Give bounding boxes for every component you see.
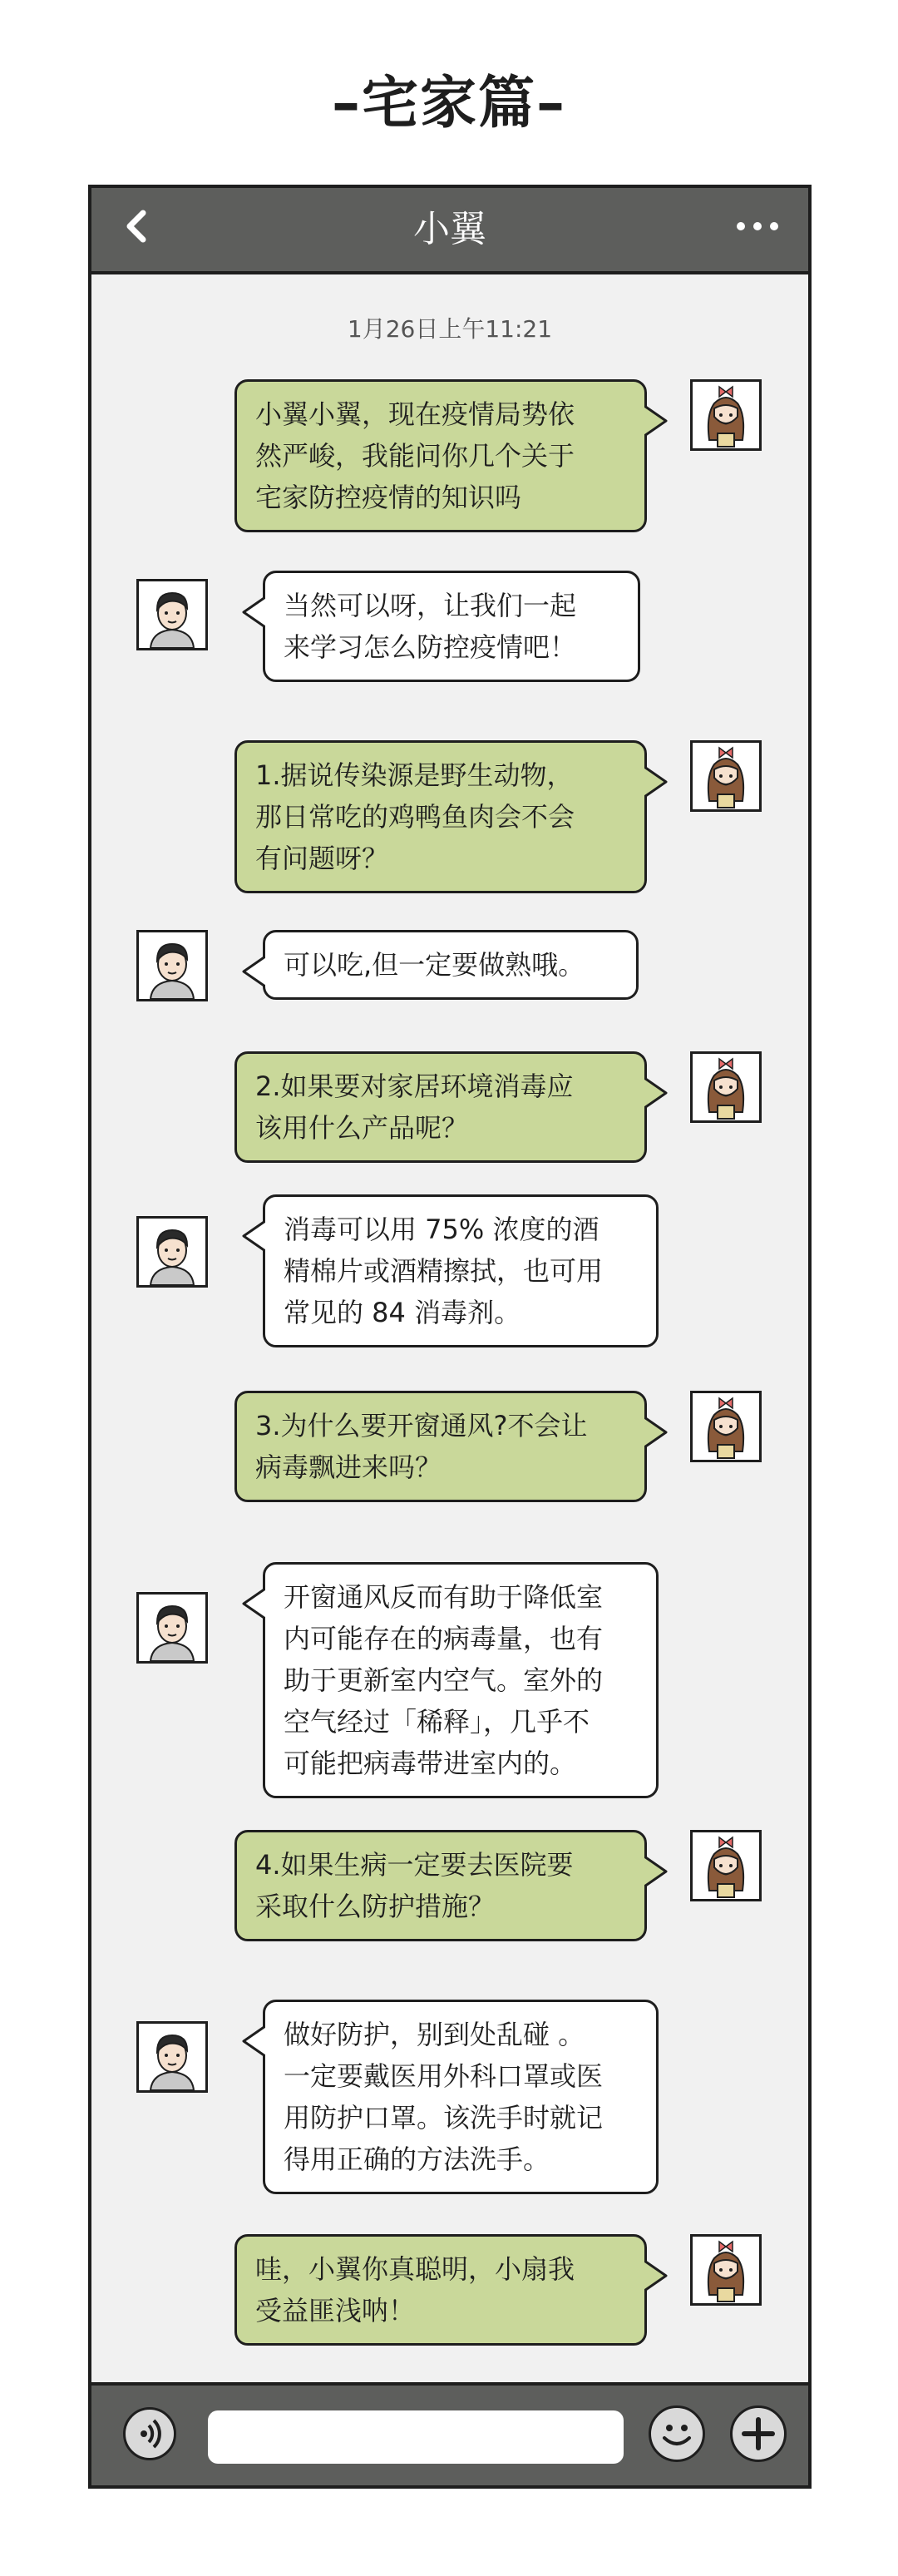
chevron-left-icon bbox=[125, 210, 150, 243]
bubble-tail bbox=[644, 404, 668, 441]
girl-avatar-illustration bbox=[693, 1393, 759, 1460]
bubble-tail bbox=[644, 765, 668, 802]
xiaoyi-avatar[interactable] bbox=[136, 1592, 208, 1664]
user-avatar[interactable] bbox=[690, 740, 762, 812]
more-dot bbox=[737, 222, 745, 230]
user-avatar[interactable] bbox=[690, 1051, 762, 1123]
emoji-icon bbox=[651, 2408, 703, 2460]
chat-timestamp: 1月26日上午11:21 bbox=[347, 315, 553, 343]
bubble-tail bbox=[242, 1219, 265, 1256]
sent-message-bubble[interactable]: 4.如果生病一定要去医院要 采取什么防护措施？ bbox=[234, 1830, 647, 1941]
received-message-bubble[interactable]: 开窗通风反而有助于降低室 内可能存在的病毒量，也有 助于更新室内空气。室外的 空气经过「稀释」，几乎不 可能把病毒带进室内的。 bbox=[263, 1562, 659, 1798]
chat-window bbox=[88, 185, 812, 2489]
boy-avatar-illustration bbox=[139, 581, 205, 648]
bubble-tail bbox=[644, 1855, 668, 1891]
received-message-bubble[interactable]: 可以吃,但一定要做熟哦。 bbox=[263, 930, 639, 1000]
boy-avatar-illustration bbox=[139, 1219, 205, 1285]
girl-avatar-illustration bbox=[693, 1054, 759, 1120]
plus-button[interactable] bbox=[730, 2405, 787, 2462]
chat-title: 小翼 bbox=[413, 208, 486, 250]
sent-message-bubble[interactable]: 哇，小翼你真聪明，小扇我 受益匪浅呐！ bbox=[234, 2234, 647, 2346]
boy-avatar-illustration bbox=[139, 1595, 205, 1661]
emoji-button[interactable] bbox=[649, 2405, 705, 2462]
xiaoyi-avatar[interactable] bbox=[136, 2021, 208, 2093]
sent-message-bubble[interactable]: 小翼小翼，现在疫情局势依 然严峻，我能问你几个关于 宅家防控疫情的知识吗 bbox=[234, 379, 647, 532]
sent-message-bubble[interactable]: 1.据说传染源是野生动物， 那日常吃的鸡鸭鱼肉会不会 有问题呀？ bbox=[234, 740, 647, 893]
bubble-tail bbox=[644, 2259, 668, 2296]
chat-header bbox=[91, 188, 808, 274]
voice-button[interactable] bbox=[123, 2407, 176, 2460]
girl-avatar-illustration bbox=[693, 2237, 759, 2303]
more-dot bbox=[770, 222, 778, 230]
girl-avatar-illustration bbox=[693, 1832, 759, 1899]
received-message-bubble[interactable]: 消毒可以用 75% 浓度的酒 精棉片或酒精擦拭，也可用 常见的 84 消毒剂。 bbox=[263, 1194, 659, 1347]
received-message-bubble[interactable]: 做好防护，别到处乱碰 。 一定要戴医用外科口罩或医 用防护口罩。该洗手时就记 得用正确的方法洗手。 bbox=[263, 2000, 659, 2194]
page-title: –宅家篇– bbox=[331, 71, 566, 136]
more-button[interactable] bbox=[737, 218, 778, 235]
xiaoyi-avatar[interactable] bbox=[136, 579, 208, 650]
message-input[interactable] bbox=[208, 2410, 624, 2464]
bubble-tail bbox=[644, 1416, 668, 1452]
plus-icon bbox=[733, 2408, 784, 2460]
girl-avatar-illustration bbox=[693, 743, 759, 809]
user-avatar[interactable] bbox=[690, 379, 762, 451]
sent-message-bubble[interactable]: 2.如果要对家居环境消毒应 该用什么产品呢？ bbox=[234, 1051, 647, 1163]
back-button[interactable] bbox=[125, 203, 150, 253]
boy-avatar-illustration bbox=[139, 2024, 205, 2090]
chat-input-bar bbox=[91, 2382, 808, 2485]
xiaoyi-avatar[interactable] bbox=[136, 1216, 208, 1288]
boy-avatar-illustration bbox=[139, 932, 205, 999]
more-dot bbox=[753, 222, 762, 230]
bubble-tail bbox=[242, 955, 265, 991]
received-message-bubble[interactable]: 当然可以呀，让我们一起 来学习怎么防控疫情吧！ bbox=[263, 571, 640, 682]
xiaoyi-avatar[interactable] bbox=[136, 930, 208, 1001]
bubble-tail bbox=[242, 596, 265, 632]
girl-avatar-illustration bbox=[693, 382, 759, 448]
bubble-tail bbox=[242, 2025, 265, 2061]
user-avatar[interactable] bbox=[690, 1830, 762, 1901]
voice-icon bbox=[126, 2410, 174, 2458]
bubble-tail bbox=[644, 1076, 668, 1113]
sent-message-bubble[interactable]: 3.为什么要开窗通风?不会让 病毒飘进来吗？ bbox=[234, 1391, 647, 1502]
user-avatar[interactable] bbox=[690, 1391, 762, 1462]
user-avatar[interactable] bbox=[690, 2234, 762, 2306]
bubble-tail bbox=[242, 1587, 265, 1624]
